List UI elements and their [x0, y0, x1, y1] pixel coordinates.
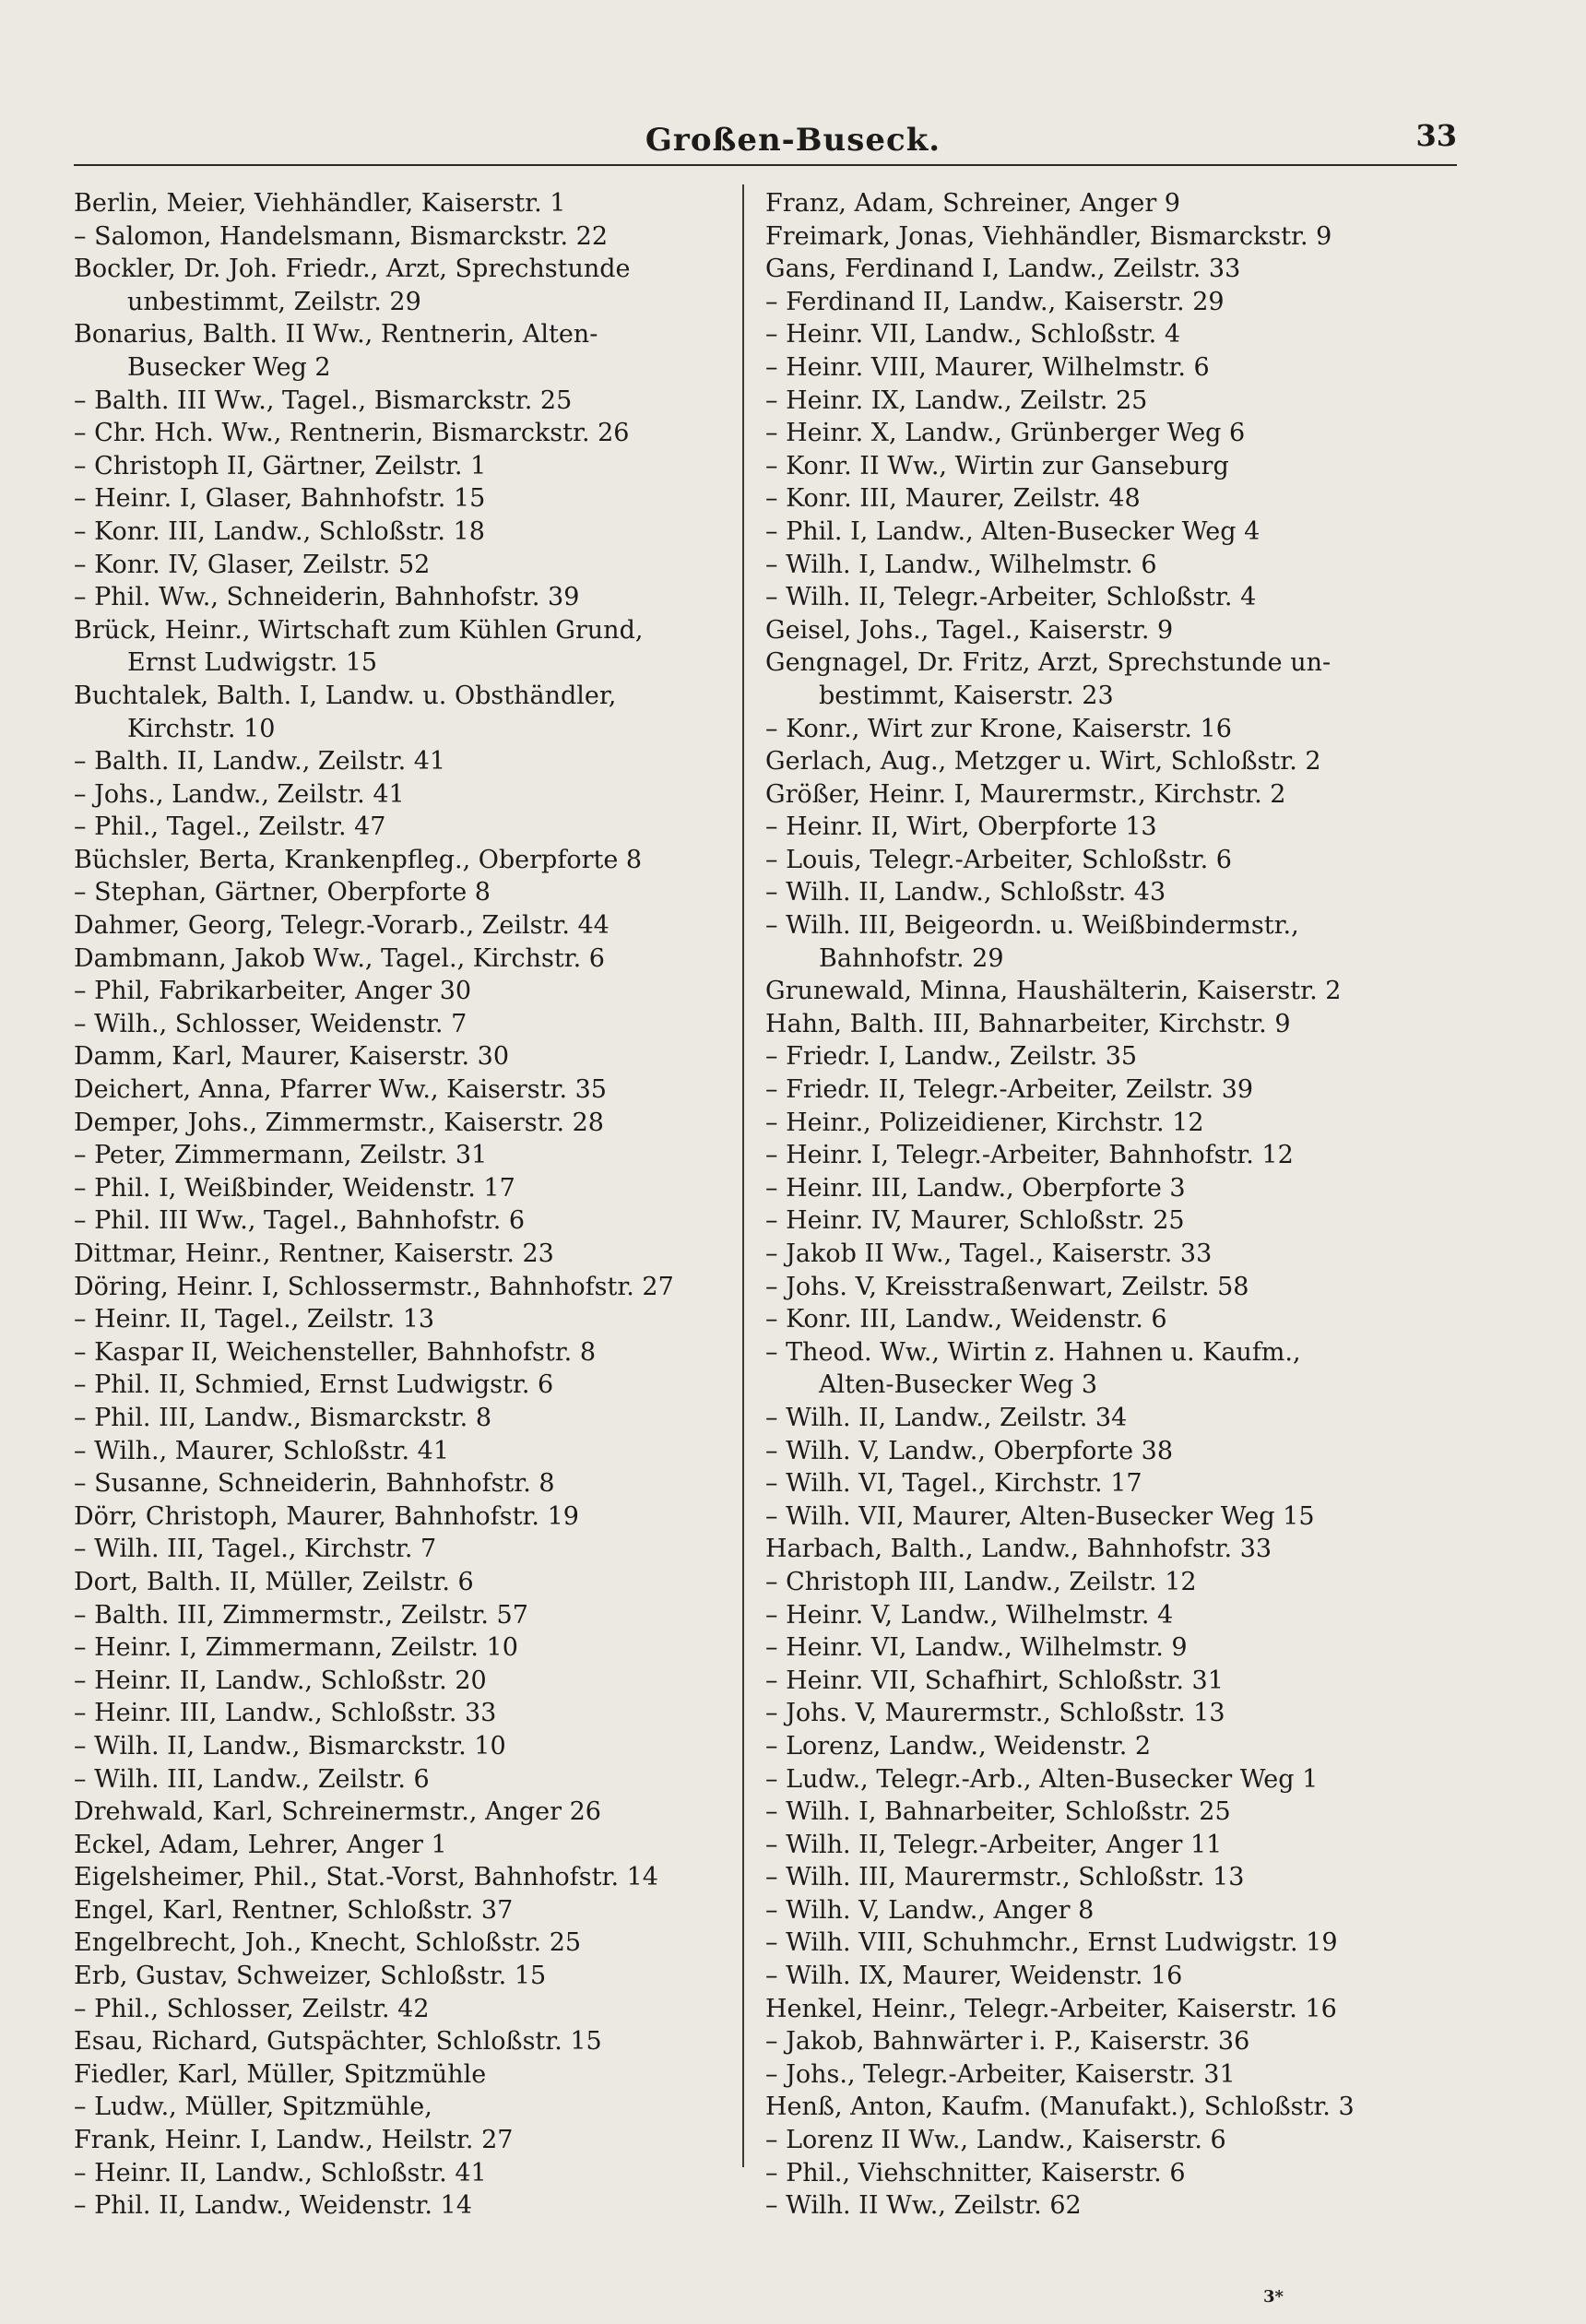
directory-entry: Drehwald, Karl, Schreinermstr., Anger 26 [74, 1797, 601, 1827]
directory-entry: – Heinr. V, Landw., Wilhelmstr. 4 [765, 1600, 1174, 1630]
directory-entry: Brück, Heinr., Wirtschaft zum Kühlen Grund, [74, 615, 644, 645]
directory-entry: – Balth. II, Landw., Zeilstr. 41 [74, 747, 446, 777]
directory-entry: – Balth. III, Zimmermstr., Zeilstr. 57 [74, 1600, 528, 1630]
directory-entry: – Heinr. II, Landw., Schloßstr. 41 [74, 2158, 487, 2188]
directory-entry: – Wilh. I, Bahnarbeiter, Schloßstr. 25 [765, 1797, 1231, 1827]
directory-entry: Dörr, Christoph, Maurer, Bahnhofstr. 19 [74, 1501, 579, 1531]
directory-entry: Gengnagel, Dr. Fritz, Arzt, Sprechstunde un- [765, 648, 1332, 678]
directory-entry: – Wilh. II, Landw., Zeilstr. 34 [765, 1403, 1128, 1432]
directory-entry: – Heinr. IV, Maurer, Schloßstr. 25 [765, 1206, 1185, 1236]
directory-entry: Hahn, Balth. III, Bahnarbeiter, Kirchstr. 9 [765, 1009, 1291, 1038]
directory-entry: – Heinr. III, Landw., Oberpforte 3 [765, 1173, 1186, 1203]
directory-entry: – Wilh. III, Landw., Zeilstr. 6 [74, 1764, 430, 1794]
directory-entry: – Christoph II, Gärtner, Zeilstr. 1 [74, 451, 487, 480]
directory-entry: Döring, Heinr. I, Schlossermstr., Bahnhofstr. 27 [74, 1272, 674, 1301]
directory-entry: – Lorenz, Landw., Weidenstr. 2 [765, 1731, 1152, 1761]
directory-entry: bestimmt, Kaiserstr. 23 [819, 681, 1114, 710]
directory-entry: – Johs., Telegr.-Arbeiter, Kaiserstr. 31 [765, 2059, 1236, 2089]
directory-entry: – Konr. III, Landw., Weidenstr. 6 [765, 1305, 1167, 1334]
directory-entry: Berlin, Meier, Viehhändler, Kaiserstr. 1 [74, 189, 566, 218]
directory-entry: Freimark, Jonas, Viehhändler, Bismarckstr. 9 [765, 221, 1332, 251]
directory-entry: – Heinr., Polizeidiener, Kirchstr. 12 [765, 1108, 1204, 1137]
directory-entry: – Susanne, Schneiderin, Bahnhofstr. 8 [74, 1469, 555, 1499]
directory-entry: Erb, Gustav, Schweizer, Schloßstr. 15 [74, 1962, 547, 1991]
directory-entry: – Jakob, Bahnwärter i. P., Kaiserstr. 36 [765, 2027, 1250, 2057]
directory-entry: – Phil, Fabrikarbeiter, Anger 30 [74, 977, 472, 1006]
directory-entry: – Phil. III, Landw., Bismarckstr. 8 [74, 1403, 492, 1432]
directory-entry: Dahmer, Georg, Telegr.-Vorarb., Zeilstr. 44 [74, 911, 610, 941]
directory-entry: – Heinr. VIII, Maurer, Wilhelmstr. 6 [765, 352, 1210, 382]
directory-entry: – Johs. V, Maurermstr., Schloßstr. 13 [765, 1699, 1225, 1728]
directory-entry: – Christoph III, Landw., Zeilstr. 12 [765, 1567, 1197, 1596]
directory-entry: Alten-Busecker Weg 3 [819, 1370, 1098, 1400]
directory-entry: – Wilh. V, Landw., Anger 8 [765, 1895, 1095, 1925]
directory-entry: – Heinr. II, Tagel., Zeilstr. 13 [74, 1305, 435, 1334]
directory-entry: Gerlach, Aug., Metzger u. Wirt, Schloßstr. 2 [765, 747, 1321, 777]
directory-entry: Kirchstr. 10 [127, 714, 276, 743]
directory-entry: – Phil., Schlosser, Zeilstr. 42 [74, 1994, 430, 2023]
directory-entry: Dort, Balth. II, Müller, Zeilstr. 6 [74, 1567, 474, 1596]
directory-entry: – Wilh. IX, Maurer, Weidenstr. 16 [765, 1962, 1183, 1991]
directory-entry: – Wilh. VIII, Schuhmchr., Ernst Ludwigstr. 19 [765, 1928, 1338, 1958]
directory-entry: – Phil. Ww., Schneiderin, Bahnhofstr. 39 [74, 583, 580, 612]
directory-entry: – Chr. Hch. Ww., Rentnerin, Bismarckstr. 26 [74, 419, 630, 448]
directory-entry: – Lorenz II Ww., Landw., Kaiserstr. 6 [765, 2126, 1226, 2155]
directory-entry: – Salomon, Handelsmann, Bismarckstr. 22 [74, 221, 608, 251]
directory-entry: – Konr. III, Maurer, Zeilstr. 48 [765, 484, 1141, 514]
directory-entry: Eckel, Adam, Lehrer, Anger 1 [74, 1830, 447, 1859]
directory-entry: – Heinr. VII, Schafhirt, Schloßstr. 31 [765, 1666, 1224, 1695]
directory-entry: Harbach, Balth., Landw., Bahnhofstr. 33 [765, 1535, 1272, 1564]
directory-entry: Henkel, Heinr., Telegr.-Arbeiter, Kaiserstr. 16 [765, 1994, 1337, 2023]
directory-entry: – Wilh. III, Tagel., Kirchstr. 7 [74, 1535, 437, 1564]
directory-entry: – Wilh., Maurer, Schloßstr. 41 [74, 1436, 449, 1465]
directory-entry: – Wilh. V, Landw., Oberpforte 38 [765, 1436, 1173, 1465]
directory-entry: – Kaspar II, Weichensteller, Bahnhofstr. 8 [74, 1337, 596, 1367]
directory-entry: – Ferdinand II, Landw., Kaiserstr. 29 [765, 287, 1225, 316]
directory-entry: unbestimmt, Zeilstr. 29 [127, 287, 421, 316]
directory-entry: – Johs. V, Kreisstraßenwart, Zeilstr. 58 [765, 1272, 1249, 1301]
directory-entry: – Heinr. IX, Landw., Zeilstr. 25 [765, 385, 1148, 415]
directory-entry: Größer, Heinr. I, Maurermstr., Kirchstr. 2 [765, 779, 1286, 809]
directory-entry: Frank, Heinr. I, Landw., Heilstr. 27 [74, 2126, 514, 2155]
directory-entry: – Phil. III Ww., Tagel., Bahnhofstr. 6 [74, 1206, 526, 1236]
page-number: 33 [1415, 118, 1457, 153]
directory-entry: Esau, Richard, Gutspächter, Schloßstr. 15 [74, 2027, 602, 2057]
directory-entry: Eigelsheimer, Phil., Stat.-Vorst, Bahnhofstr. 14 [74, 1863, 658, 1892]
directory-entry: Bonarius, Balth. II Ww., Rentnerin, Alten- [74, 320, 598, 350]
directory-entry: – Ludw., Müller, Spitzmühle, [74, 2093, 432, 2122]
directory-entry: Fiedler, Karl, Müller, Spitzmühle [74, 2059, 487, 2089]
directory-entry: Franz, Adam, Schreiner, Anger 9 [765, 189, 1180, 218]
directory-entry: – Heinr. I, Telegr.-Arbeiter, Bahnhofstr. 12 [765, 1141, 1294, 1170]
directory-entry: – Friedr. II, Telegr.-Arbeiter, Zeilstr. 39 [765, 1075, 1254, 1105]
directory-entry: – Heinr. II, Wirt, Oberpforte 13 [765, 812, 1157, 842]
directory-entry: – Heinr. II, Landw., Schloßstr. 20 [74, 1666, 487, 1695]
directory-entry: Dittmar, Heinr., Rentner, Kaiserstr. 23 [74, 1239, 554, 1268]
directory-entry: – Friedr. I, Landw., Zeilstr. 35 [765, 1042, 1138, 1072]
column-divider [742, 184, 744, 2167]
directory-entry: – Phil., Tagel., Zeilstr. 47 [74, 812, 386, 842]
directory-entry: Dambmann, Jakob Ww., Tagel., Kirchstr. 6 [74, 943, 605, 973]
directory-entry: – Wilh. III, Beigeordn. u. Weißbindermstr., [765, 911, 1299, 941]
directory-entry: Engelbrecht, Joh., Knecht, Schloßstr. 25 [74, 1928, 582, 1958]
directory-entry: Grunewald, Minna, Haushälterin, Kaiserstr. 2 [765, 977, 1342, 1006]
directory-entry: Demper, Johs., Zimmermstr., Kaiserstr. 28 [74, 1108, 604, 1137]
directory-entry: Büchsler, Berta, Krankenpfleg., Oberpforte 8 [74, 845, 643, 874]
directory-entry: – Peter, Zimmermann, Zeilstr. 31 [74, 1141, 488, 1170]
right-column [765, 187, 1448, 2223]
directory-entry: Geisel, Johs., Tagel., Kaiserstr. 9 [765, 615, 1174, 645]
directory-entry: – Stephan, Gärtner, Oberpforte 8 [74, 878, 491, 907]
directory-entry: – Phil. II, Schmied, Ernst Ludwigstr. 6 [74, 1370, 554, 1400]
directory-entry: Gans, Ferdinand I, Landw., Zeilstr. 33 [765, 255, 1241, 284]
directory-entry: – Phil. I, Weißbinder, Weidenstr. 17 [74, 1173, 515, 1203]
directory-entry: Ernst Ludwigstr. 15 [127, 648, 378, 678]
directory-entry: – Wilh., Schlosser, Weidenstr. 7 [74, 1009, 468, 1038]
directory-entry: – Wilh. II, Telegr.-Arbeiter, Anger 11 [765, 1830, 1223, 1859]
directory-entry: – Heinr. I, Zimmermann, Zeilstr. 10 [74, 1633, 518, 1663]
directory-entry: – Wilh. II Ww., Zeilstr. 62 [765, 2191, 1082, 2221]
directory-entry: – Heinr. VII, Landw., Schloßstr. 4 [765, 320, 1181, 350]
directory-entry: Damm, Karl, Maurer, Kaiserstr. 30 [74, 1042, 510, 1072]
directory-entry: Bockler, Dr. Joh. Friedr., Arzt, Sprechstunde [74, 255, 631, 284]
directory-entry: – Heinr. X, Landw., Grünberger Weg 6 [765, 419, 1246, 448]
directory-entry: Bahnhofstr. 29 [819, 943, 1004, 973]
directory-entry: – Konr. IV, Glaser, Zeilstr. 52 [74, 550, 431, 579]
directory-entry: – Wilh. II, Landw., Bismarckstr. 10 [74, 1731, 506, 1761]
directory-entry: – Phil. II, Landw., Weidenstr. 14 [74, 2191, 472, 2221]
directory-entry: Busecker Weg 2 [127, 352, 331, 382]
directory-entry: – Balth. III Ww., Tagel., Bismarckstr. 25 [74, 385, 573, 415]
directory-entry: – Wilh. VII, Maurer, Alten-Busecker Weg 15 [765, 1501, 1315, 1531]
directory-entry: – Jakob II Ww., Tagel., Kaiserstr. 33 [765, 1239, 1213, 1268]
directory-entry: – Phil. I, Landw., Alten-Busecker Weg 4 [765, 516, 1261, 546]
directory-entry: – Konr., Wirt zur Krone, Kaiserstr. 16 [765, 714, 1232, 743]
page-title: Großen-Buseck. [645, 122, 941, 159]
directory-entry: – Johs., Landw., Zeilstr. 41 [74, 779, 405, 809]
directory-entry: – Ludw., Telegr.-Arb., Alten-Busecker Weg 1 [765, 1764, 1319, 1794]
directory-entry: – Heinr. III, Landw., Schloßstr. 33 [74, 1699, 497, 1728]
directory-entry: – Louis, Telegr.-Arbeiter, Schloßstr. 6 [765, 845, 1232, 874]
header-rule [74, 164, 1457, 166]
directory-entry: Buchtalek, Balth. I, Landw. u. Obsthändler, [74, 681, 617, 710]
directory-entry: – Wilh. III, Maurermstr., Schloßstr. 13 [765, 1863, 1245, 1892]
directory-entry: – Konr. III, Landw., Schloßstr. 18 [74, 516, 485, 546]
directory-entry: Deichert, Anna, Pfarrer Ww., Kaiserstr. 35 [74, 1075, 607, 1105]
signature-mark: 3* [1263, 2287, 1284, 2306]
directory-entry: – Theod. Ww., Wirtin z. Hahnen u. Kaufm., [765, 1337, 1301, 1367]
directory-entry: – Heinr. VI, Landw., Wilhelmstr. 9 [765, 1633, 1188, 1663]
directory-entry: – Wilh. II, Telegr.-Arbeiter, Schloßstr. 4 [765, 583, 1257, 612]
directory-entry: – Wilh. II, Landw., Schloßstr. 43 [765, 878, 1166, 907]
directory-entry: – Wilh. VI, Tagel., Kirchstr. 17 [765, 1469, 1142, 1499]
directory-entry: Engel, Karl, Rentner, Schloßstr. 37 [74, 1895, 514, 1925]
directory-entry: – Konr. II Ww., Wirtin zur Ganseburg [765, 451, 1229, 480]
directory-entry: – Wilh. I, Landw., Wilhelmstr. 6 [765, 550, 1157, 579]
directory-entry: – Phil., Viehschnitter, Kaiserstr. 6 [765, 2158, 1186, 2188]
directory-entry: – Heinr. I, Glaser, Bahnhofstr. 15 [74, 484, 486, 514]
left-column [74, 187, 756, 2223]
directory-entry: Henß, Anton, Kaufm. (Manufakt.), Schloßstr. 3 [765, 2093, 1355, 2122]
